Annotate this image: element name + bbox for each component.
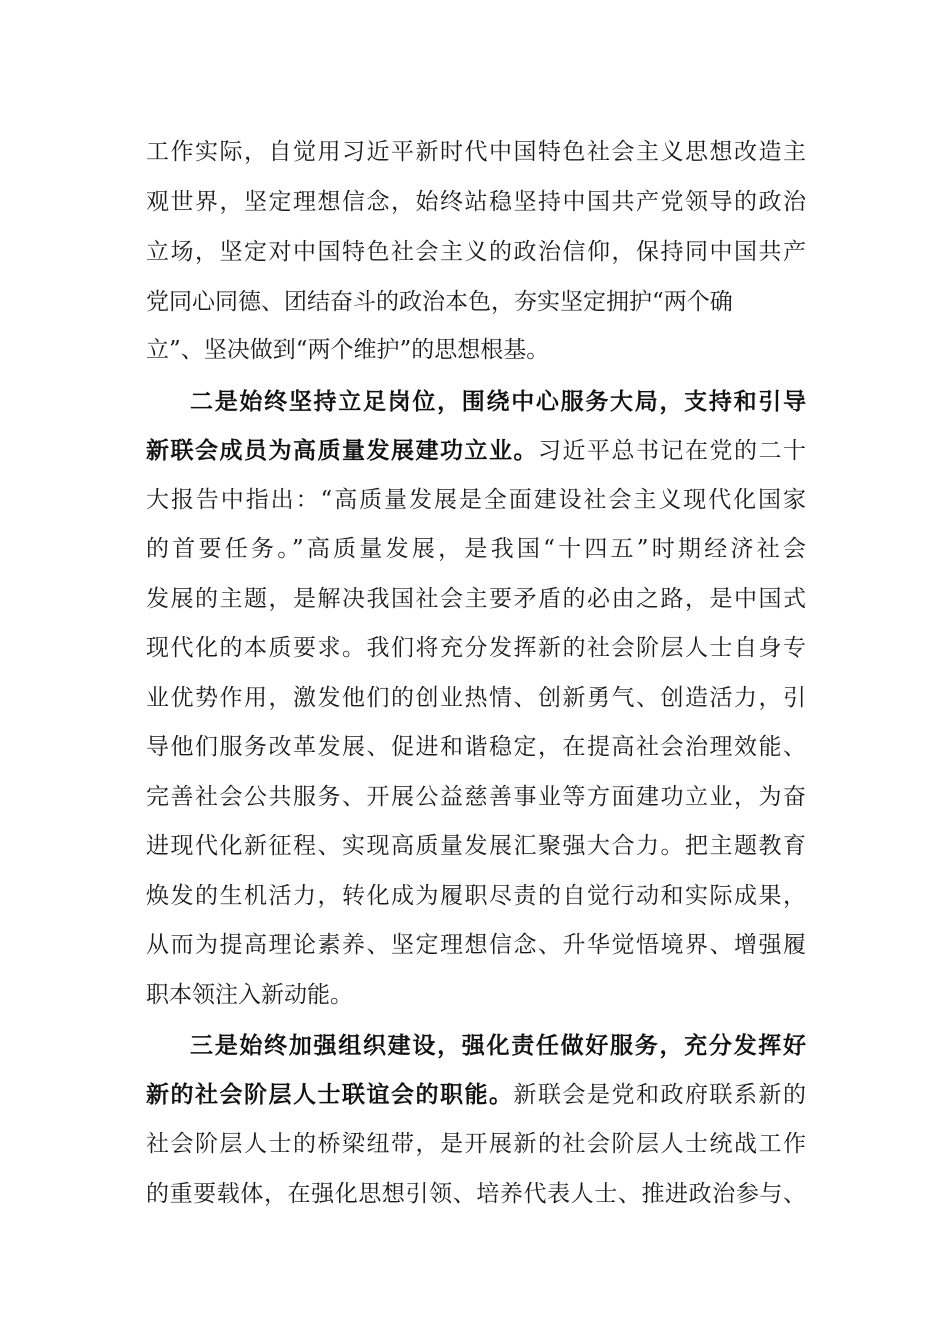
paragraph-3-line-2-rest: 新联会是党和政府联系新的	[513, 1082, 806, 1108]
paragraph-2-line-10: 进现代化新征程、实现高质量发展汇聚强大合力。把主题教育	[146, 833, 806, 859]
paragraph-1-line-2: 观世界，坚定理想信念，始终站稳坚持中国共产党领导的政治	[146, 189, 806, 215]
paragraph-3-line-2	[146, 1075, 806, 1115]
paragraph-2-line-2-rest: 习近平总书记在党的二十	[538, 438, 806, 464]
paragraph-2-heading-line-1: 二是始终坚持立足岗位，围绕中心服务大局，支持和引导	[190, 389, 806, 415]
paragraph-2-line-7: 业优势作用，激发他们的创业热情、创新勇气、创造活力，引	[146, 685, 806, 711]
paragraph-1-line-4: 党同心同德、团结奋斗的政治本色，夯实坚定拥护“两个确	[146, 289, 733, 315]
paragraph-2-line-12: 从而为提高理论素养、坚定理想信念、升华觉悟境界、增强履	[146, 932, 806, 958]
paragraph-2-line-8: 导他们服务改革发展、促进和谐稳定，在提高社会治理效能、	[146, 734, 806, 760]
paragraph-3-heading-line-1: 三是始终加强组织建设，强化责任做好服务，充分发挥好	[190, 1033, 806, 1059]
paragraph-2-line-4: 的首要任务。”高质量发展，是我国“十四五”时期经济社会	[146, 536, 806, 562]
paragraph-1-line-3: 立场，坚定对中国特色社会主义的政治信仰，保持同中国共产	[146, 239, 806, 265]
paragraph-3-heading-line-2: 新的社会阶层人士联谊会的职能。	[146, 1082, 514, 1108]
paragraph-3-line-3: 社会阶层人士的桥梁纽带，是开展新的社会阶层人士统战工作	[146, 1131, 806, 1157]
paragraph-2-heading-line-2: 新联会成员为高质量发展建功立业。	[146, 438, 538, 464]
paragraph-2-line-13: 职本领注入新动能。	[146, 982, 353, 1008]
paragraph-1-line-1: 工作实际，自觉用习近平新时代中国特色社会主义思想改造主	[146, 139, 806, 165]
paragraph-2-line-6: 现代化的本质要求。我们将充分发挥新的社会阶层人士自身专	[146, 635, 806, 661]
paragraph-2-line-11: 焕发的生机活力，转化成为履职尽责的自觉行动和实际成果，	[146, 883, 806, 909]
paragraph-3-line-4: 的重要载体，在强化思想引领、培养代表人士、推进政治参与、	[146, 1181, 806, 1207]
paragraph-1-line-5: 立”、坚决做到“两个维护”的思想根基。	[146, 337, 550, 363]
paragraph-2-line-2	[146, 431, 806, 471]
paragraph-2-line-3: 大报告中指出：“高质量发展是全面建设社会主义现代化国家	[146, 487, 806, 513]
paragraph-2-line-5: 发展的主题，是解决我国社会主要矛盾的必由之路，是中国式	[146, 586, 806, 612]
paragraph-2-line-9: 完善社会公共服务、开展公益慈善事业等方面建功立业，为奋	[146, 784, 806, 810]
